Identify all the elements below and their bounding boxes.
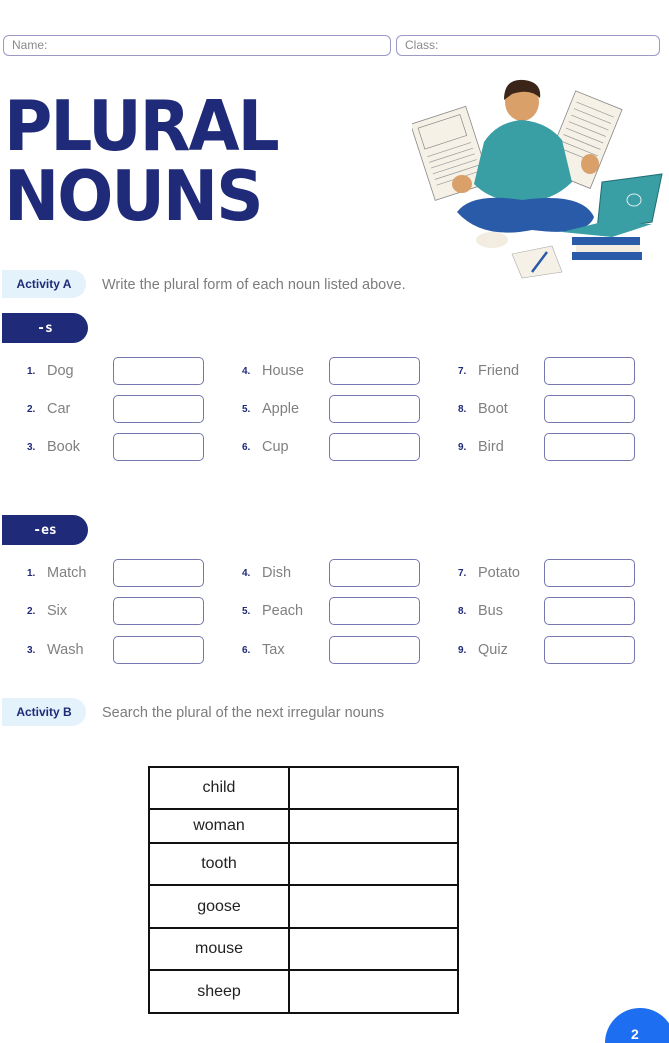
answer-box[interactable] [544, 559, 635, 587]
answer-box[interactable] [113, 636, 204, 664]
item-word: Apple [262, 401, 300, 417]
answer-box[interactable] [329, 357, 420, 385]
list-item [242, 395, 328, 423]
item-number: 1. [27, 567, 36, 579]
item-number: 5. [242, 605, 251, 617]
answer-box[interactable] [544, 636, 635, 664]
item-word: Car [47, 401, 71, 417]
list-item [458, 357, 544, 385]
item-word: Match [47, 565, 87, 581]
list-item [27, 433, 113, 461]
noun-cell: sheep [149, 970, 289, 1013]
item-word: Boot [478, 401, 508, 417]
item-word: Peach [262, 603, 304, 619]
answer-cell[interactable] [289, 809, 458, 843]
answer-cell[interactable] [289, 885, 458, 928]
answer-box[interactable] [113, 357, 204, 385]
item-number: 6. [242, 441, 251, 453]
list-item [458, 636, 544, 664]
list-item [242, 433, 328, 461]
item-word: Potato [478, 565, 520, 581]
activity-a-pill: Activity A [2, 270, 86, 298]
answer-box[interactable] [329, 636, 420, 664]
noun-cell: tooth [149, 843, 289, 885]
item-word: Dog [47, 363, 74, 379]
answer-box[interactable] [113, 433, 204, 461]
answer-box[interactable] [113, 395, 204, 423]
item-number: 5. [242, 403, 251, 415]
item-number: 7. [458, 365, 467, 377]
list-item [242, 559, 328, 587]
list-item [27, 559, 113, 587]
item-word: Dish [262, 565, 292, 581]
answer-cell[interactable] [289, 767, 458, 809]
activity-b-instruction: Search the plural of the next irregular nouns [102, 705, 385, 721]
section-es-pill: -es [2, 515, 88, 545]
table-row [149, 885, 458, 928]
item-word: Book [47, 439, 81, 455]
list-item [458, 433, 544, 461]
section-s-pill: -s [2, 313, 88, 343]
noun-cell: child [149, 767, 289, 809]
list-item [27, 636, 113, 664]
table-row [149, 767, 458, 809]
answer-box[interactable] [544, 357, 635, 385]
name-label: Name: [12, 38, 48, 52]
answer-box[interactable] [329, 395, 420, 423]
item-number: 4. [242, 365, 251, 377]
answer-box[interactable] [329, 559, 420, 587]
irregular-nouns-table [148, 766, 459, 1014]
list-item [242, 597, 328, 625]
item-word: Six [47, 603, 68, 619]
table-row [149, 970, 458, 1013]
list-item [27, 357, 113, 385]
answer-box[interactable] [544, 433, 635, 461]
noun-cell: woman [149, 809, 289, 843]
student-reading-illustration [412, 72, 667, 284]
item-number: 8. [458, 403, 467, 415]
item-number: 2. [27, 403, 36, 415]
item-number: 3. [27, 441, 36, 453]
class-field[interactable] [396, 35, 660, 56]
class-label: Class: [405, 38, 439, 52]
answer-box[interactable] [329, 433, 420, 461]
item-word: Cup [262, 439, 289, 455]
item-number: 3. [27, 644, 36, 656]
list-item [458, 559, 544, 587]
list-item [242, 636, 328, 664]
noun-cell: goose [149, 885, 289, 928]
page-title-line2: NOUNS [4, 156, 262, 237]
item-number: 9. [458, 644, 467, 656]
answer-cell[interactable] [289, 928, 458, 970]
page-number-badge: 2 [605, 1008, 669, 1043]
item-number: 9. [458, 441, 467, 453]
item-number: 1. [27, 365, 36, 377]
list-item [27, 597, 113, 625]
answer-box[interactable] [329, 597, 420, 625]
table-row [149, 928, 458, 970]
answer-cell[interactable] [289, 843, 458, 885]
noun-cell: mouse [149, 928, 289, 970]
item-number: 7. [458, 567, 467, 579]
list-item [458, 395, 544, 423]
list-item [242, 357, 328, 385]
activity-a-instruction: Write the plural form of each noun listed above. [102, 277, 406, 293]
item-word: Bird [478, 439, 504, 455]
list-item [27, 395, 113, 423]
answer-box[interactable] [113, 559, 204, 587]
answer-box[interactable] [544, 395, 635, 423]
list-item [458, 597, 544, 625]
item-word: Tax [262, 642, 285, 658]
name-field[interactable] [3, 35, 391, 56]
answer-box[interactable] [113, 597, 204, 625]
table-row [149, 809, 458, 843]
answer-cell[interactable] [289, 970, 458, 1013]
activity-b-pill: Activity B [2, 698, 86, 726]
item-number: 8. [458, 605, 467, 617]
item-number: 6. [242, 644, 251, 656]
item-word: House [262, 363, 304, 379]
item-word: Wash [47, 642, 84, 658]
item-word: Friend [478, 363, 520, 379]
item-word: Bus [478, 603, 503, 619]
table-row [149, 843, 458, 885]
answer-box[interactable] [544, 597, 635, 625]
item-number: 4. [242, 567, 251, 579]
item-word: Quiz [478, 642, 508, 658]
item-number: 2. [27, 605, 36, 617]
page-title-line1: PLURAL [4, 86, 278, 167]
